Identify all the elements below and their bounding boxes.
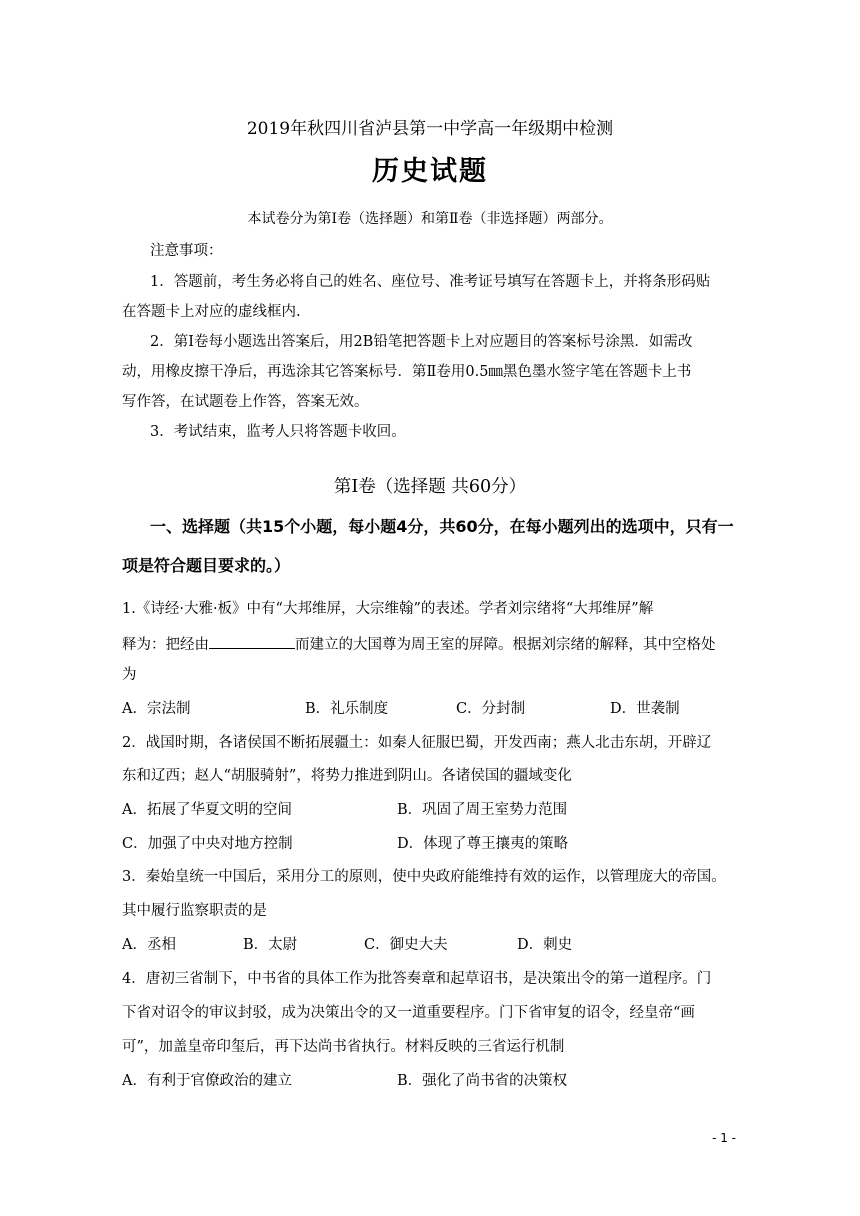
- q3-option-a: A．丞相: [122, 937, 176, 953]
- question-2-line-2: 东和辽西；赵人“胡服骑射”，将势力推进到阴山。各诸侯国的疆域变化: [122, 768, 572, 784]
- question-4-line-1: 4．唐初三省制下，中书省的具体工作为批答奏章和起草诏书，是决策出令的第一道程序。门: [122, 971, 712, 987]
- question-1-line-1: 1.《诗经·大雅·板》中有“大邦维屏，大宗维翰”的表述。学者刘宗绪将“大邦维屏”解: [122, 601, 654, 617]
- note-1-line-1: 1．答题前，考生务必将自己的姓名、座位号、准考证号填写在答题卡上，并将条形码贴: [150, 274, 711, 290]
- q1-option-d: D．世袭制: [610, 701, 680, 717]
- q3-option-d: D．刺史: [517, 937, 573, 953]
- q3-option-b: B．太尉: [243, 937, 298, 953]
- page-number: - 1 -: [712, 1131, 736, 1145]
- section-instructions-line-2: 项是符合题目要求的。）: [122, 556, 291, 575]
- question-1-line-3: 为: [122, 667, 137, 683]
- section-instructions-line-1: 一、选择题（共15个小题，每小题4分，共60分，在每小题列出的选项中，只有一: [150, 517, 734, 536]
- question-4-line-2: 下省对诏令的审议封驳，成为决策出令的又一道重要程序。门下省审复的诏令，经皇帝“画: [122, 1005, 695, 1021]
- question-1-line-2-end: 而建立的大国尊为周王室的屏障。根据刘宗绪的解释，其中空格处: [295, 637, 716, 653]
- question-4-line-3: 可”，加盖皇帝印玺后，再下达尚书省执行。材料反映的三省运行机制: [122, 1039, 565, 1055]
- q4-option-a: A．有利于官僚政治的建立: [122, 1073, 292, 1089]
- q1-option-a: A．宗法制: [122, 701, 191, 717]
- exam-title: 2019年秋四川省泸县第一中学高一年级期中检测: [246, 119, 614, 139]
- note-2-line-1: 2．第Ⅰ卷每小题选出答案后，用2B铅笔把答题卡上对应题目的答案标号涂黑．如需改: [150, 334, 693, 350]
- q2-option-d: D．体现了尊王攘夷的策略: [397, 836, 569, 852]
- q4-option-b: B．强化了尚书省的决策权: [397, 1073, 568, 1089]
- note-2-line-3: 写作答，在试题卷上作答，答案无效。: [122, 394, 369, 410]
- note-1-line-2: 在答题卡上对应的虚线框内.: [122, 304, 301, 320]
- q1-option-b: B．礼乐制度: [305, 701, 389, 717]
- intro-text: 本试卷分为第Ⅰ卷（选择题）和第Ⅱ卷（非选择题）两部分。: [247, 211, 613, 227]
- question-1-line-2: [122, 636, 716, 653]
- question-3-line-2: 其中履行监察职责的是: [122, 903, 267, 919]
- q1-option-c: C．分封制: [456, 701, 526, 717]
- note-2-line-2: 动，用橡皮擦干净后，再选涂其它答案标号．第Ⅱ卷用0.5㎜黑色墨水签字笔在答题卡上书: [122, 364, 692, 380]
- q3-option-c: C．御史大夫: [364, 937, 448, 953]
- notes-heading: 注意事项：: [150, 243, 223, 259]
- note-3-line-1: 3．考试结束，监考人只将答题卡收回。: [150, 424, 406, 440]
- q2-option-b: B．巩固了周王室势力范围: [397, 802, 568, 818]
- subject-title: 历史试题: [372, 156, 488, 187]
- q2-option-c: C．加强了中央对地方控制: [122, 836, 293, 852]
- q2-option-a: A．拓展了华夏文明的空间: [122, 802, 292, 818]
- question-1-line-2-start: 释为：把经由: [122, 637, 209, 653]
- answer-blank: [209, 636, 295, 649]
- question-3-line-1: 3．秦始皇统一中国后，采用分工的原则，使中央政府能维持有效的运作，以管理庞大的帝国。: [122, 869, 726, 885]
- question-2-line-1: 2．战国时期，各诸侯国不断拓展疆土：如秦人征服巴蜀，开发西南；燕人北击东胡，开辟辽: [122, 735, 712, 751]
- section-title: 第Ⅰ卷（选择题 共60分）: [333, 477, 527, 497]
